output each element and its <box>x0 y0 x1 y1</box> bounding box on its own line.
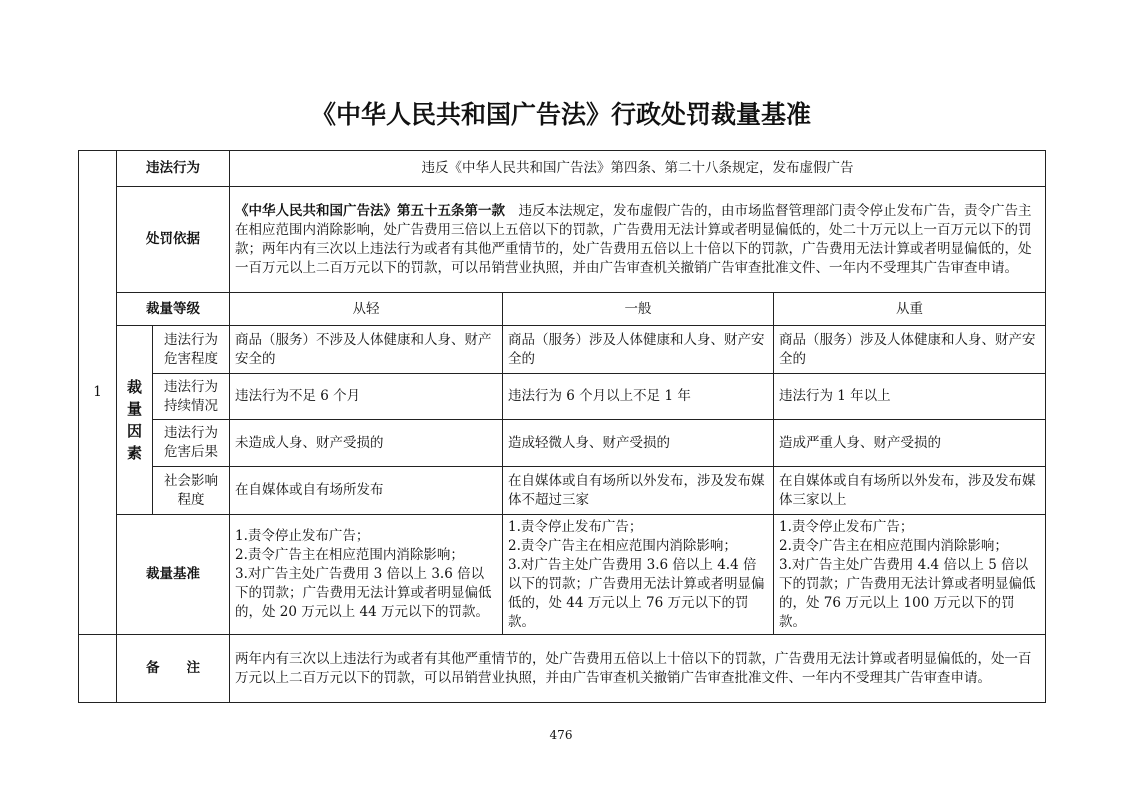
standard-light: 1.责令停止发布广告； 2.责令广告主在相应范围内消除影响； 3.对广告主处广告费用 3 倍以上 3.6 倍以下的罚款；广告费用无法计算或者明显偏低的，处 20 万元以上 44 万元以下的罚款。 <box>230 515 503 635</box>
level-heavy: 从重 <box>774 293 1046 326</box>
factors-label-text: 裁量因素 <box>126 378 142 462</box>
violation-label: 违法行为 <box>117 151 230 187</box>
factors-label <box>117 326 153 515</box>
factor-name: 违法行为危害后果 <box>153 420 230 467</box>
remark-label: 备 注 <box>117 635 230 703</box>
violation-text: 违反《中华人民共和国广告法》第四条、第二十八条规定，发布虚假广告 <box>230 151 1046 187</box>
remark-blank <box>79 635 117 703</box>
document-title: 《中华人民共和国广告法》行政处罚裁量基准 <box>310 100 811 129</box>
factor-value: 违法行为不足 6 个月 <box>230 374 503 420</box>
factor-name: 社会影响程度 <box>153 467 230 515</box>
level-normal: 一般 <box>503 293 774 326</box>
factor-value: 在自媒体或自有场所发布 <box>230 467 503 515</box>
basis-label: 处罚依据 <box>117 187 230 293</box>
basis-cell <box>230 187 1046 293</box>
standard-heavy: 1.责令停止发布广告； 2.责令广告主在相应范围内消除影响； 3.对广告主处广告费用 4.4 倍以上 5 倍以下的罚款；广告费用无法计算或者明显偏低的，处 76 万元以上 100 万元以下的罚款。 <box>774 515 1046 635</box>
factor-name: 违法行为危害程度 <box>153 326 230 374</box>
factor-name: 违法行为持续情况 <box>153 374 230 420</box>
factor-value: 造成严重人身、财产受损的 <box>774 420 1046 467</box>
item-number: 1 <box>79 151 117 635</box>
factor-value: 在自媒体或自有场所以外发布，涉及发布媒体三家以上 <box>774 467 1046 515</box>
factor-value: 商品（服务）涉及人体健康和人身、财产安全的 <box>503 326 774 374</box>
factor-value: 商品（服务）涉及人体健康和人身、财产安全的 <box>774 326 1046 374</box>
factor-value: 违法行为 6 个月以上不足 1 年 <box>503 374 774 420</box>
standard-label: 裁量基准 <box>117 515 230 635</box>
factor-value: 造成轻微人身、财产受损的 <box>503 420 774 467</box>
factor-value: 未造成人身、财产受损的 <box>230 420 503 467</box>
remark-text: 两年内有三次以上违法行为或者有其他严重情节的，处广告费用五倍以上十倍以下的罚款，广告费用无法计算或者明显偏低的，处一百万元以上二百万元以下的罚款，可以吊销营业执照，并由广告审查机关撤销广告审查批准文件、一年内不受理其广告审查申请。 <box>230 635 1046 703</box>
standard-normal: 1.责令停止发布广告； 2.责令广告主在相应范围内消除影响； 3.对广告主处广告费用 3.6 倍以上 4.4 倍以下的罚款；广告费用无法计算或者明显偏低的，处 44 万元以上 76 万元以下的罚款。 <box>503 515 774 635</box>
factor-value: 商品（服务）不涉及人体健康和人身、财产安全的 <box>230 326 503 374</box>
level-light: 从轻 <box>230 293 503 326</box>
basis-text: 违反本法规定，发布虚假广告的，由市场监督管理部门责令停止发布广告，责令广告主在相应范围内消除影响，处广告费用三倍以上五倍以下的罚款，广告费用无法计算或者明显偏低的，处二十万元以上一百万元以下的罚款；两年内有三次以上违法行为或者有其他严重情节的，处广告费用五倍以上十倍以下的罚款，广告费用无法计算或者明显偏低的，处一百万元以上二百万元以下的罚款，可以吊销营业执照，并由广告审查机关撤销广告审查批准文件、一年内不受理其广告审查申请。 <box>235 202 1032 276</box>
factor-value: 在自媒体或自有场所以外发布，涉及发布媒体不超过三家 <box>503 467 774 515</box>
basis-law-ref: 《中华人民共和国广告法》第五十五条第一款 <box>235 202 505 219</box>
discretion-table <box>78 150 1046 703</box>
page-number: 476 <box>549 728 573 742</box>
factor-value: 违法行为 1 年以上 <box>774 374 1046 420</box>
levels-label: 裁量等级 <box>117 293 230 326</box>
